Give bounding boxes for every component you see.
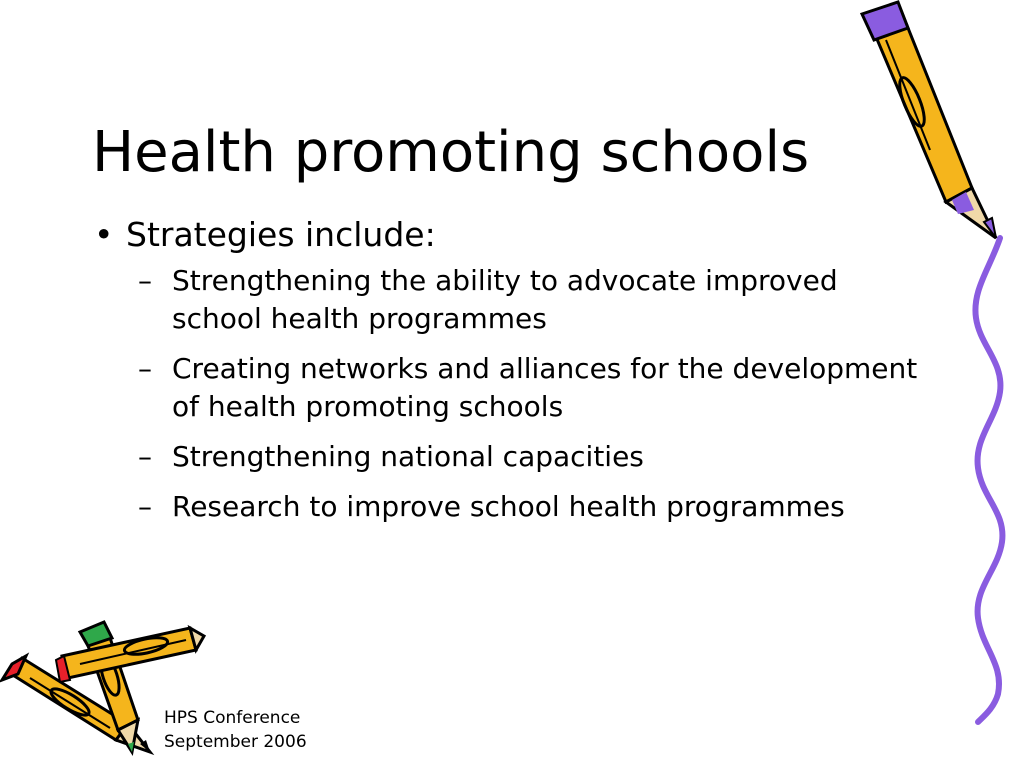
sub-bullet-item <box>88 350 932 426</box>
dash-marker: – <box>138 490 152 523</box>
sub-bullet-list <box>88 262 948 526</box>
dash-marker: – <box>138 352 152 385</box>
bullet-item <box>88 212 948 258</box>
sub-bullet-item <box>88 262 932 338</box>
bullet-text: Strategies include: <box>126 215 436 254</box>
sub-bullet-text: Creating networks and alliances for the development of health promoting schools <box>172 352 918 423</box>
footer-line-date: September 2006 <box>164 732 307 752</box>
squiggle-line-icon <box>975 238 1002 722</box>
bullet-marker: • <box>94 215 114 254</box>
slide-title: Health promoting schools <box>92 120 810 185</box>
slide-footer <box>164 706 307 754</box>
footer-line-conference: HPS Conference <box>164 708 301 728</box>
sub-bullet-item <box>88 438 932 476</box>
slide-content <box>88 212 948 538</box>
pencil-top-right-icon <box>862 2 996 238</box>
sub-bullet-text: Strengthening the ability to advocate improved school health programmes <box>172 264 838 335</box>
dash-marker: – <box>138 440 152 473</box>
dash-marker: – <box>138 264 152 297</box>
sub-bullet-text: Research to improve school health programmes <box>172 490 845 523</box>
sub-bullet-item <box>88 488 932 526</box>
sub-bullet-text: Strengthening national capacities <box>172 440 644 473</box>
